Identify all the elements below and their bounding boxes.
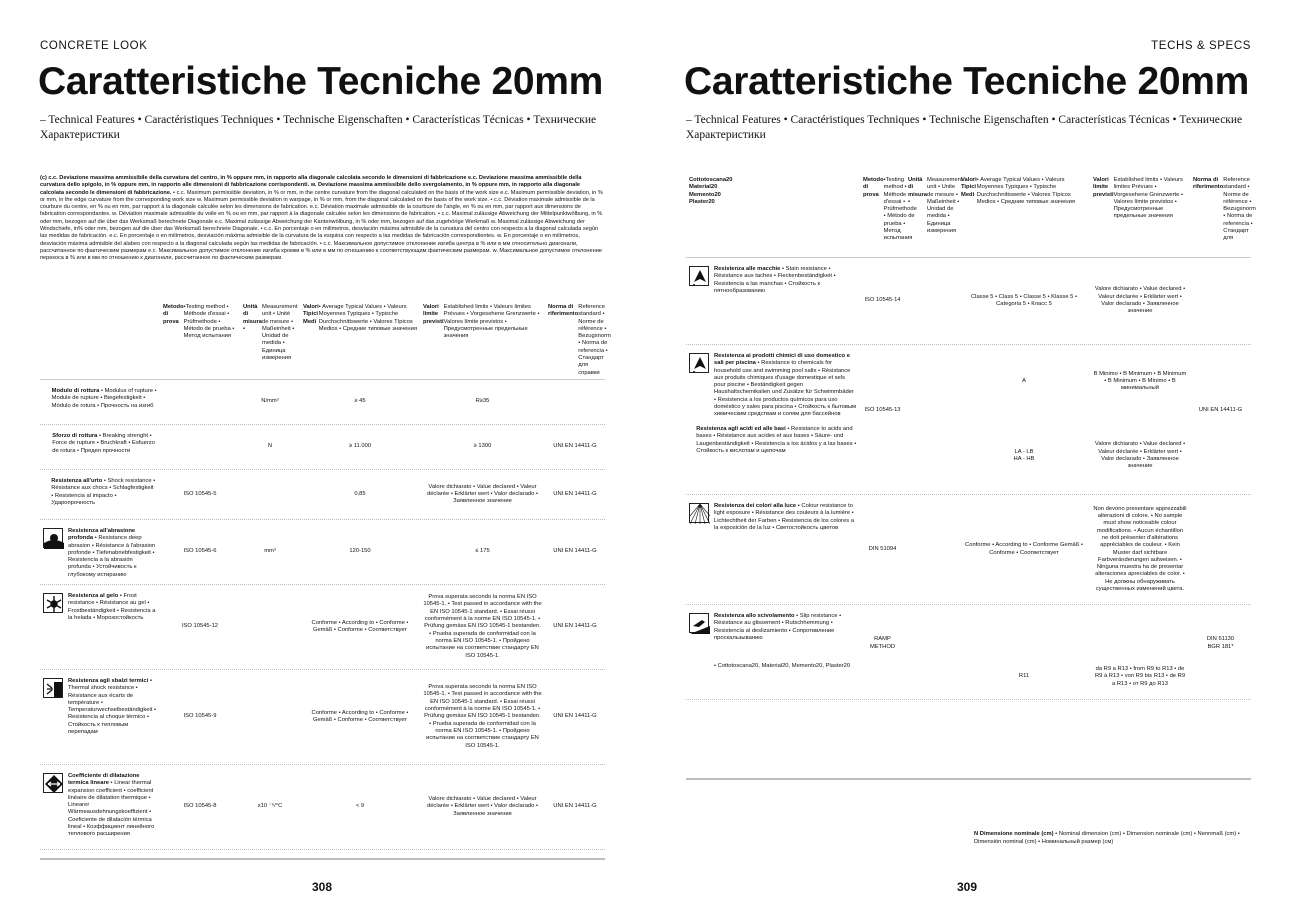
cell-reference-standard: UNI EN 14411-G: [1198, 407, 1243, 414]
table-row: [686, 258, 1251, 345]
tolerance-note-bold: (c) c.c. Deviazione massima ammissibile della curvatura del centro, in % oppure mm, in rapporto alla diagonale calcolata secondo le dimensioni di fabbricazione e.c. Deviazione massima ammissibile della curvatura dello spigolo, in % oppure mm, in rapporto alle dimensioni di fabbricazione corrispondenti. w. Deviazione massima ammissibile dello svergolamento, in % oppure mm, in rapporto alla diagonale calcolata secondo le dimensioni di fabbricazione.: [40, 175, 582, 196]
property-name: Resistenza alle macchie • Stain resistance • Résistance aux taches • Fleckenbeständigkeit • Resistencia a las manchas • Стойкость к пятнообразованию: [714, 266, 836, 294]
cell-test-method: [160, 380, 240, 424]
cell-typical-values: < 9: [355, 803, 365, 810]
cell-unit: [905, 655, 958, 699]
cell-typical-values: LA - LB HA - HB: [1013, 448, 1035, 462]
property-label: [686, 655, 860, 699]
cell-unit: [240, 585, 300, 669]
slip-icon: [689, 613, 709, 633]
cell-test-method: ISO 10545-13: [864, 407, 901, 414]
property-name: Coefficiente di dilatazione termica lineare • Linear thermal expansion coefficient • coefficient linéaire de dilatation thermique • Linearer Wärmeausdehnungskoeffizient • Coeficiente de dilatación térmica lineal • Коэффициент линейного теплового расширения: [68, 773, 155, 838]
header-reference-standard: Norma di riferimento Reference standard • Norme de référence • Bezugsnorm • Norma de referencia • Стандарт для: [1193, 177, 1256, 242]
cell-reference-standard: UNI EN 14411-G: [553, 490, 597, 497]
chemical-icon: [689, 353, 709, 373]
property-label: [40, 765, 160, 849]
divider: [686, 778, 1251, 780]
page-subtitle: – Technical Features • Caractéristiques Techniques • Technische Eigenschaften • Características Técnicas • Технические Характеристики: [686, 114, 1243, 141]
frost-icon: [43, 593, 63, 613]
cell-limit-values: Prova superata secondo la norma EN ISO 10545-1. • Test passed in accordance with the EN ISO 10545-1 standard. • Essai réussi conformément à la norme EN ISO 10545-1. • Prüfung gemäss EN ISO 10545-1 bestanden. • Prueba superada de conformidad con la norma EN ISO 10545-1. • Пройдено испытание на соответствие стандарту EN ISO 10545-1.: [423, 684, 542, 749]
cell-unit: [240, 670, 300, 764]
cell-test-method: [860, 418, 905, 494]
cell-limit-values: Valore dichiarato • Value declared • Valeur déclarée • Erklärter wert • Valor declarado • Заявленное значение: [426, 796, 538, 817]
property-name: Resistenza allo scivolamento • Slip resistance • Résistance au glissement • Rutschhemmung • Resistencia al deslizamiento • Сопротивление проскальзыванию: [714, 613, 842, 641]
page-number: 309: [957, 880, 978, 894]
cell-typical-values: 0,85: [354, 490, 366, 497]
header-test-method: Metodo di prova •Testing method • Méthode d'essai • Prüfmethode • Método de prueba • Метод испытания: [163, 304, 235, 340]
property-label: [686, 345, 860, 419]
cell-limit-values: Valore dichiarato • Value declared • Valeur déclarée • Erklärter wert • Valor declarado • Заявленное значение: [426, 483, 538, 505]
table-row: [40, 520, 605, 585]
property-name: Modulo di rottura • Modulus of rupture • Module de rupture • Biegefestigkeit • Módulo de rotura • Прочность на изгиб: [51, 388, 157, 409]
cell-reference-standard: [1190, 418, 1251, 494]
cell-reference-standard: DIN 51130 BGR 181*: [1206, 636, 1235, 650]
cell-unit: [905, 345, 958, 419]
cell-reference-standard: UNI EN 14411-G: [553, 803, 597, 810]
property-label: [40, 380, 160, 424]
property-name: Resistenza al gelo • Frost resistance • Résistance au gel • Frostbeständigkeit • Resistencia a la helada • Морозостойкость: [68, 593, 156, 621]
cell-reference-standard: [1190, 258, 1251, 344]
page-title: Caratteristiche Tecniche 20mm: [38, 60, 603, 103]
cell-limit-values: Non devono presentare apprezzabili alterazioni di colore. • No sample must show noticeable colour modifications. • Aucun échantillon ne doit présenter d'altérations appréciables de couleur. • Kein Muster darf sichtbare Farbveränderungen aufweisen. • Ninguna muestra ha de presentar alteraciones apreciables de color. • Не должны обнаруживать существенных изменений цвета.: [1093, 505, 1187, 592]
cell-test-method: ISO 10545-9: [183, 713, 217, 720]
header-label: Cottotoscana20 Material20 Memento20 Plaster20: [689, 177, 733, 205]
thermal-expansion-icon: [43, 773, 63, 793]
cell-limit-values: da R9 a R13 • from R9 to R13 • de R9 à R13 • von R9 bis R13 • de R9 a R13 • от R9 до R13: [1094, 666, 1186, 687]
cell-test-method: ISO 10545-5: [183, 490, 217, 497]
table-row: [40, 380, 605, 425]
page-subtitle: – Technical Features • Caractéristiques Techniques • Technische Eigenschaften • Características Técnicas • Технические Характеристики: [40, 114, 597, 141]
cell-test-method: [860, 655, 905, 699]
property-name: Resistenza agli sbalzi termici • Thermal shock resistance • Résistance aux écarts de température • Temperaturwechselbeständigkeit • Resistencia al choque térmico • Стойкость к тепловым перепадам: [68, 678, 157, 736]
table-row: [686, 418, 1251, 495]
property-label: [40, 520, 160, 584]
light-icon: [689, 503, 709, 523]
cell-typical-values: Conforme • According to • Conforme Gemäß • Conforme • Соответствует: [965, 542, 1083, 556]
thermal-shock-icon: [43, 678, 63, 698]
cell-limit-values: R≥35: [475, 398, 490, 405]
property-label: [686, 605, 860, 655]
divider: [40, 858, 605, 860]
tolerance-note: [40, 175, 605, 263]
cell-reference-standard: UNI EN 14411-G: [553, 548, 597, 555]
cell-unit: [240, 470, 300, 519]
header-typical-values: Valori Tipici Medi • Average Typical Values • Valeurs Moyennes Typiques • Typische Durchschnittswerte • Valores Típicos Medios • Средние типовые значения: [303, 304, 418, 332]
cell-typical-values: R11: [1018, 673, 1030, 680]
property-name: Resistenza all'urto • Shock resistance • Résistance aux chocs • Schlagfestigkeit • Resistencia al impacto • Ударопрочность: [51, 478, 156, 506]
page-title: Caratteristiche Tecniche 20mm: [684, 60, 1249, 103]
header-test-method: Metodo di prova •Testing method • Méthode d'essai • Prüfmethode • Método de prueba • Метод испытания: [863, 177, 917, 242]
cell-unit: [905, 495, 958, 604]
cell-limit-values: ≤ 175: [475, 548, 490, 555]
table-header: [686, 170, 1256, 258]
cell-typical-values: ≥ 45: [354, 398, 366, 405]
page-number: 308: [312, 880, 333, 894]
cell-typical-values: Conforme • According to • Conforme • Gemäß • Conforme • Соответствует: [311, 709, 409, 723]
cell-reference-standard: [1190, 495, 1251, 604]
property-label: [40, 585, 160, 669]
cell-unit: x10 ⁻⁶/°C: [257, 803, 283, 810]
cell-test-method: ISO 10545-8: [183, 803, 217, 810]
footnote: N Dimensione nominale (cm) • Nominal dimension (cm) • Dimension nominale (cm) • Nennmaß (cm) • Dimensión nominal (cm) • Номинальный размер (см): [974, 831, 1240, 845]
property-label: [40, 670, 160, 764]
property-label: [686, 418, 860, 494]
cell-typical-values: Conforme • According to • Conforme • Gemäß • Conforme • Соответствует: [311, 619, 409, 633]
header-limit-values: Valori limite previsti Established limits • Valeurs limites Prévues • Vorgesehene Grenzwerte • Valores límite previstos • Предусмотренные предельные значения: [1093, 177, 1184, 220]
cell-typical-values: ≥ 11.000: [348, 443, 372, 450]
property-name: • Cottotoscana20, Material20, Memento20, Plaster20: [714, 663, 851, 669]
cell-reference-standard: UNI EN 14411-G: [553, 623, 597, 630]
table-header: [40, 297, 611, 380]
section-kicker: CONCRETE LOOK: [40, 40, 148, 52]
property-label: [40, 470, 160, 519]
cell-reference-standard: UNI EN 14411-G: [553, 713, 597, 720]
header-reference-standard: Norma di riferimento Reference standard • Norme de référence • Bezugsnorm • Norma de referencia • Стандарт для справки: [548, 304, 611, 376]
cell-typical-values: Classe 5 • Class 5 • Classe 5 • Klasse 5 • Categoria 5 • Класс 5: [970, 293, 1078, 307]
cell-unit: [905, 605, 958, 655]
header-unit: Unità di misura • Measurement unit • Unité de mesure • Maßeinheit • Unidad de medida • Единица измерения: [243, 304, 298, 362]
cell-limit-values: Valore dichiarato • Value declared • Valeur déclarée • Erklärter wert • Valor declarado • Заявленное значение: [1094, 286, 1186, 315]
stain-icon: [689, 266, 709, 286]
cell-limit-values: B Minimo • B Minimum • B Minimum • B Minimum • B Mínimo • B минимальный: [1093, 370, 1187, 392]
cell-typical-values: 120-150: [349, 548, 371, 555]
cell-test-method: ISO 10545-14: [864, 297, 901, 304]
cell-reference-standard: [1190, 655, 1251, 699]
property-label: [686, 495, 860, 604]
property-name: Resistenza all'abrasione profonda • Resistance deep abrasion • Résistance à l'abrasion profonde • Tiefenabriebfestigkeit • Resistencia a la abrasión profunda • Устойчивость к глубокому истиранию: [68, 528, 156, 578]
cell-reference-standard: [545, 380, 605, 424]
cell-limit-values: [1090, 605, 1190, 655]
table-row: [40, 425, 605, 470]
table-row: [686, 495, 1251, 605]
table-row: [686, 605, 1251, 655]
property-label: [40, 425, 160, 469]
cell-test-method: RAMP METHOD: [869, 636, 896, 650]
cell-test-method: ISO 10545-6: [183, 548, 217, 555]
property-label: [686, 258, 860, 344]
cell-test-method: ISO 10545-12: [181, 623, 219, 630]
cell-unit: N: [267, 443, 273, 450]
cell-typical-values: [958, 605, 1090, 655]
property-name: Resistenza ai prodotti chimici di uso domestico e sali per piscina • Resistance to chemicals for household use and swimming pool salts • Résistance aux produits chimiques d'usage domestique et sels pour piscine • Beständigkeit gegen Haushaltschemikalien und Zusätze für Schwimmbäder • Resistencia a los productos químicos para uso doméstico y sales para piscina • Стойкость к бытовым химическим средствам и солям для бассейнов: [714, 353, 857, 418]
header-label: [40, 297, 160, 379]
table-row: [40, 470, 605, 520]
section-kicker: TECHS & SPECS: [1151, 40, 1251, 52]
table-row: [40, 585, 605, 670]
cell-limit-values: Valore dichiarato • Value declared • Valeur déclarée • Erklärter wert • Valor declarado • Заявленное значение: [1094, 441, 1186, 470]
cell-limit-values: ≥ 1300: [473, 443, 492, 450]
tolerance-note-text: • c.c. Maximum permissible deviation, in % or mm, in the centre curvature from the diagonal calculated on the basis of the work size e.c. Maximum permissible deviation, in % or mm, in the edge curvature from the corresponding work size w. Maximum permissible deviation in warpage, in % or mm, from the diagonal calculated on the basis of the work size. • c.c. Déviation maximale admissible de la courbure du centre, en % ou en mm, par rapport à la diagonale calculée selon les dimensions de fabrication. e.c. Déviation maximale admissible de la courbure de l'angle, en % ou en mm, par rapport aux dimensions de fabrication correspondantes. w. Déviation maximale admissible du voile en % ou en mm, par rapport à la diagonale calculée selon les dimensions de fabrication. • c.c. Maximal zulässige Abweichung der Mittelpunktwölbung, in % oder mm, bezogen auf die über das Werksmaß berechnete Diagonale e.c. Maximal zulässige Abweichung der Kantenwölbung, in % oder mm, bezogen auf das zugehörige Werkmaß w. Maximal zulässige Abweichung der Windschiefe, in% oder mm, bezogen auf die über das Werksmaß berechnete Diagonale. • c.c. En porcentaje o en milímetros, desviación máxima admisible de la curvatura del centro con respecto a la diagonal calculada según las medidas de fabricación. e.c. En porcentaje o en milímetros, desviación máxima admisible de la curvatura de la esquina con respecto a las medidas de fabricación correspondientes. w. En porcentaje o en milímetros, desviación máxima admisible del alabeo con respecto a la diagonal calculada según las medidas de fabricación. • c.c. Максимальное допустимое отклонение изгиба центра в % или в мм относительно диагонали, рассчитанное по фактическим размерам e.c. Максимальное допустимое отклонение изгиба кромки в % или в мм по отношению к соответствующим фактическим размерам. w. Максимальное допустимое отклонение перекоса в % или в мм по отношению к диагонали, рассчитанное по фактическим размерам.: [40, 189, 603, 262]
cell-reference-standard: UNI EN 14411-G: [553, 443, 597, 450]
cell-unit: [905, 258, 958, 344]
cell-test-method: DIN 51094: [868, 545, 897, 552]
cell-unit: [905, 418, 958, 494]
table-row: [40, 670, 605, 765]
cell-typical-values: A: [1022, 378, 1026, 385]
header-typical-values: Valori Tipici Medi • Average Typical Values • Valeurs Moyennes Typiques • Typische Durchschnittswerte • Valores Típicos Medios • Средние типовые значения: [961, 177, 1076, 205]
table-row: [686, 655, 1251, 700]
cell-unit: N/mm²: [261, 398, 279, 405]
table-row: [40, 765, 605, 850]
header-limit-values: Valori limite previsti Established limits • Valeurs limites Prévues • Vorgesehene Grenzwerte • Valores límite previstos • Предусмотренные предельные значения: [423, 304, 540, 340]
cell-test-method: [160, 425, 240, 469]
header-unit: Unità di misura • Measurement unit • Unite de mesure • Maßeinheit • Unidad de medida • Единица измерения: [908, 177, 963, 235]
property-name: Resistenza dei colori alla luce • Colour resistance to light exposure • Résistance des couleurs à la lumière • Lichtechtheit der Farben • Resistencia de los colores a la exposición de la luz • Светостойкость цветов: [714, 503, 854, 531]
table-row: [686, 345, 1251, 418]
property-name: Sforzo di rottura • Breaking strenght • Force de rupture • Bruchkraft • Esfuerzo de rotura • Предел прочности: [52, 433, 155, 454]
cell-limit-values: Prova superata secondo la norma EN ISO 10545-1. • Test passed in accordance with the EN ISO 10545-1 standard. • Essai réussi conformément à la norme EN ISO 10545-1. • Prüfung gemäss EN ISO 10545-1 bestanden. • Prueba superada de conformidad con la norma EN ISO 10545-1. • Пройдено испытание на соответствие стандарту EN ISO 10545-1.: [423, 594, 542, 659]
abrasion-icon: [43, 528, 63, 548]
property-name: Resistenza agli acidi ed alle basi • Resistance to acids and bases • Résistance aux acides et aux bases • Säure- und Laugenbeständigkeit • Resistencia a los ácidos y a las bases • Стойкость к кислотам и щелочам: [696, 426, 857, 454]
cell-unit: mm³: [264, 548, 276, 555]
